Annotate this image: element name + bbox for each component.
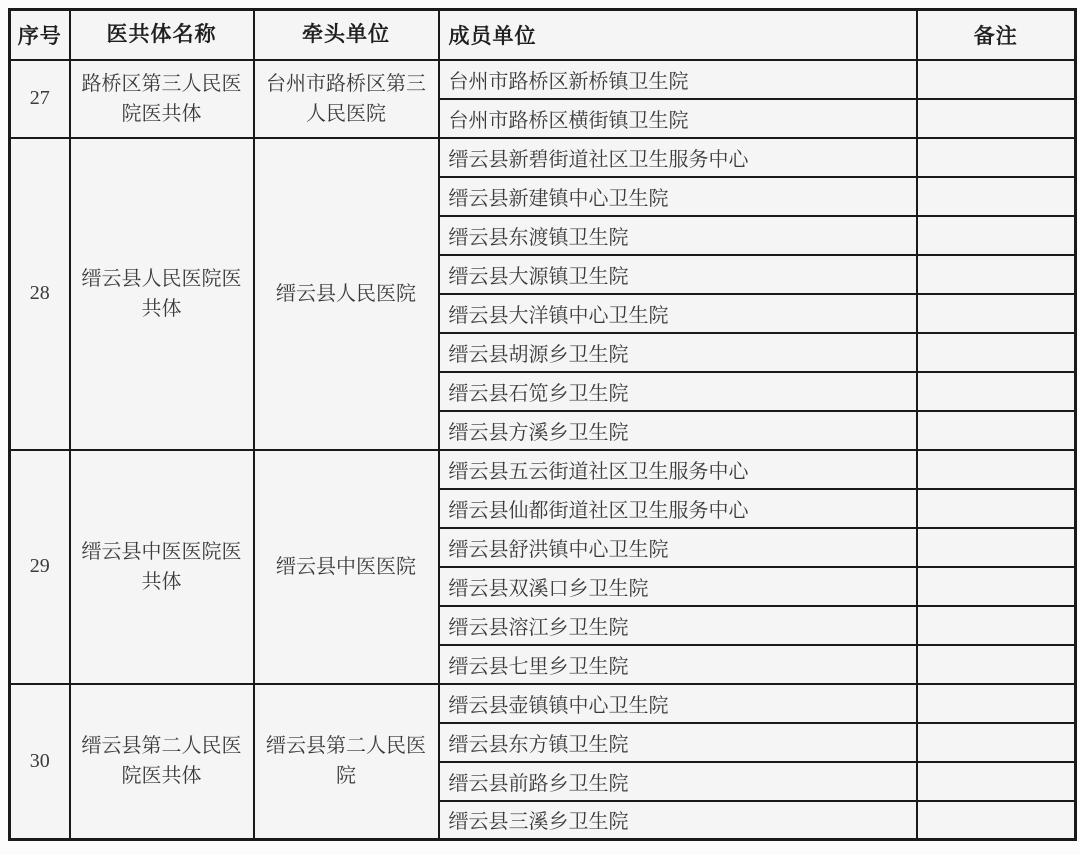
column-header-lead: 牵头单位 (254, 10, 439, 60)
table-body (10, 60, 1076, 840)
remark-cell (917, 138, 1076, 177)
remark-cell (917, 372, 1076, 411)
column-header-members: 成员单位 (439, 10, 917, 60)
member-row (10, 450, 1076, 489)
lead-unit-cell: 缙云县人民医院 (254, 138, 439, 450)
header-row (10, 10, 1076, 60)
community-name-cell: 缙云县中医医院医共体 (70, 450, 254, 684)
page (0, 8, 1080, 855)
member-unit-cell: 缙云县新建镇中心卫生院 (439, 177, 917, 216)
member-row (10, 684, 1076, 723)
sequence-number-cell: 28 (10, 138, 70, 450)
member-row (10, 60, 1076, 99)
member-unit-cell: 缙云县石笕乡卫生院 (439, 372, 917, 411)
member-unit-cell: 台州市路桥区横街镇卫生院 (439, 99, 917, 138)
remark-cell (917, 645, 1076, 684)
remark-cell (917, 684, 1076, 723)
remark-cell (917, 762, 1076, 801)
remark-cell (917, 255, 1076, 294)
sequence-number-cell: 27 (10, 60, 70, 138)
member-unit-cell: 缙云县东渡镇卫生院 (439, 216, 917, 255)
member-unit-cell: 缙云县前路乡卫生院 (439, 762, 917, 801)
member-unit-cell: 缙云县五云街道社区卫生服务中心 (439, 450, 917, 489)
remark-cell (917, 99, 1076, 138)
column-header-name: 医共体名称 (70, 10, 254, 60)
community-name-cell: 缙云县人民医院医共体 (70, 138, 254, 450)
community-name-cell: 路桥区第三人民医院医共体 (70, 60, 254, 138)
table-header (10, 10, 1076, 60)
remark-cell (917, 216, 1076, 255)
member-unit-cell: 缙云县舒洪镇中心卫生院 (439, 528, 917, 567)
remark-cell (917, 294, 1076, 333)
remark-cell (917, 801, 1076, 840)
lead-unit-cell: 缙云县第二人民医院 (254, 684, 439, 840)
member-unit-cell: 缙云县双溪口乡卫生院 (439, 567, 917, 606)
member-unit-cell: 缙云县三溪乡卫生院 (439, 801, 917, 840)
member-unit-cell: 缙云县溶江乡卫生院 (439, 606, 917, 645)
remark-cell (917, 177, 1076, 216)
member-unit-cell: 台州市路桥区新桥镇卫生院 (439, 60, 917, 99)
lead-unit-cell: 台州市路桥区第三人民医院 (254, 60, 439, 138)
remark-cell (917, 333, 1076, 372)
member-unit-cell: 缙云县东方镇卫生院 (439, 723, 917, 762)
remark-cell (917, 606, 1076, 645)
remark-cell (917, 60, 1076, 99)
remark-cell (917, 489, 1076, 528)
column-header-seq: 序号 (10, 10, 70, 60)
member-row (10, 138, 1076, 177)
remark-cell (917, 450, 1076, 489)
sequence-number-cell: 29 (10, 450, 70, 684)
remark-cell (917, 723, 1076, 762)
remark-cell (917, 567, 1076, 606)
member-unit-cell: 缙云县胡源乡卫生院 (439, 333, 917, 372)
lead-unit-cell: 缙云县中医医院 (254, 450, 439, 684)
member-unit-cell: 缙云县新碧街道社区卫生服务中心 (439, 138, 917, 177)
member-unit-cell: 缙云县壶镇镇中心卫生院 (439, 684, 917, 723)
member-unit-cell: 缙云县仙都街道社区卫生服务中心 (439, 489, 917, 528)
sequence-number-cell: 30 (10, 684, 70, 840)
member-unit-cell: 缙云县方溪乡卫生院 (439, 411, 917, 450)
remark-cell (917, 528, 1076, 567)
member-unit-cell: 缙云县大源镇卫生院 (439, 255, 917, 294)
remark-cell (917, 411, 1076, 450)
community-name-cell: 缙云县第二人民医院医共体 (70, 684, 254, 840)
member-unit-cell: 缙云县大洋镇中心卫生院 (439, 294, 917, 333)
column-header-remark: 备注 (917, 10, 1076, 60)
medical-community-table (8, 8, 1077, 841)
member-unit-cell: 缙云县七里乡卫生院 (439, 645, 917, 684)
